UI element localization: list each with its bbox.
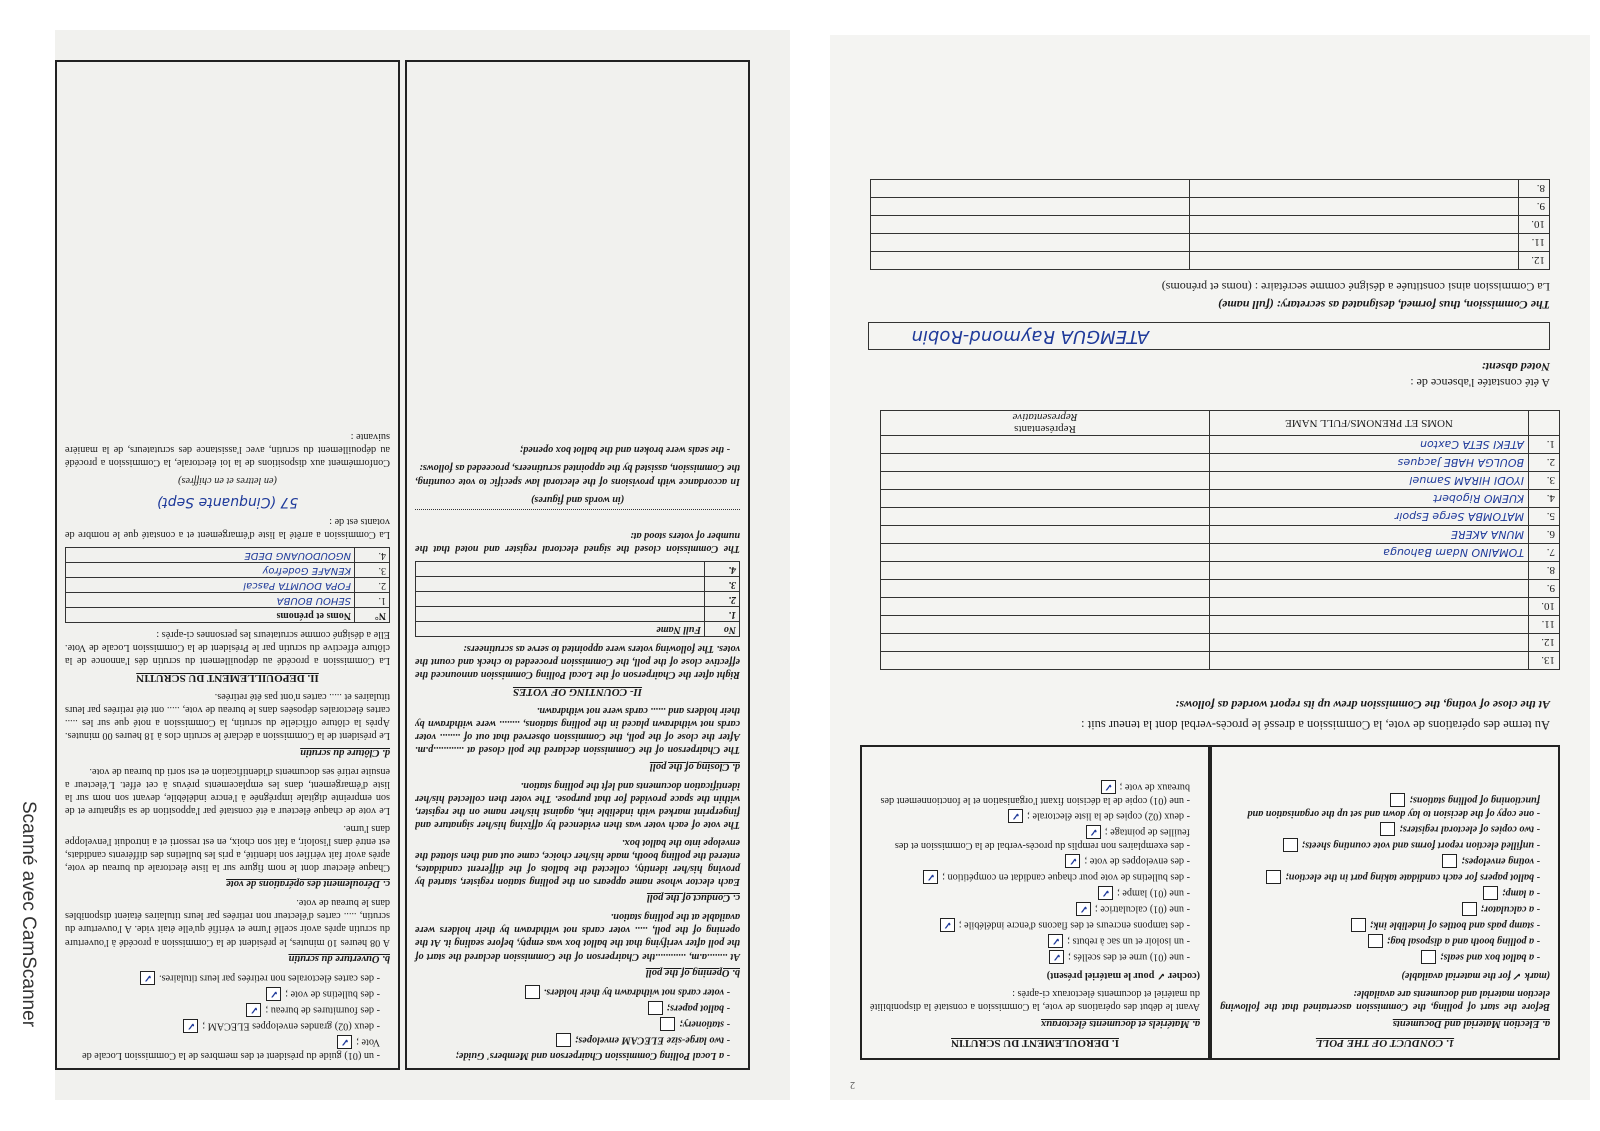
table-cell <box>1529 410 1560 435</box>
hint: (en lettres et en chiffres) <box>178 474 277 486</box>
table-row <box>416 591 740 606</box>
list-item: - a lamp; <box>1220 886 1540 900</box>
hint: (cocher ✓ pour le matériel présent) <box>1046 970 1200 982</box>
table-cell: 8. <box>1529 562 1560 580</box>
scrutineers-table-fr <box>65 547 390 623</box>
table-cell: ATEKI SETA Caxton <box>1210 436 1529 454</box>
material-list-fr <box>65 971 390 1062</box>
list-item: - voting envelopes; <box>1220 854 1540 868</box>
section-title: a. Election Material and Documents <box>1392 1017 1550 1029</box>
table-header-row <box>66 607 390 622</box>
table-cell: NGOUDOUANG DEDE <box>66 547 355 562</box>
section-title: b. Ouverture du scrutin <box>288 952 390 964</box>
table-row <box>416 561 740 576</box>
table-cell: 2. <box>705 591 740 606</box>
absent-label-fr: A été constatée l'absence de : <box>1410 376 1550 390</box>
table-cell <box>881 562 1210 580</box>
table-cell <box>871 234 1190 252</box>
list-item: - stamp pads and bottles of indelible ink; <box>1220 918 1540 932</box>
table-cell <box>881 508 1210 526</box>
table-cell <box>1210 562 1529 580</box>
table-row <box>881 580 1560 598</box>
table-row <box>881 616 1560 634</box>
list-item: - deux (02) grandes enveloppes ELECAM ;✓ <box>65 1019 380 1033</box>
table-row <box>881 598 1560 616</box>
table-cell: 8. <box>1519 180 1550 198</box>
table-cell: 2. <box>355 577 390 592</box>
list-item: - two copies of electoral registers; <box>1220 822 1540 836</box>
list-item: - two large-size ELECAM envelopes; <box>415 1033 730 1047</box>
table-header-row <box>881 410 1560 435</box>
left-page-content <box>55 30 790 1100</box>
list-item: - ballot papers for each candidate taking part in the election; <box>1220 870 1540 884</box>
table-cell <box>871 180 1190 198</box>
table-cell: 9. <box>1529 580 1560 598</box>
absent-label-en: Noted absent: <box>1481 360 1550 374</box>
table-cell <box>1210 598 1529 616</box>
table-cell <box>871 252 1190 270</box>
table-row <box>66 562 390 577</box>
table-cell: FOPA DOUMTA Pascal <box>66 577 355 592</box>
list-item: - une (01) lampe ;✓ <box>870 886 1190 900</box>
paragraph: At ........a.m, ............the Chairperson of the Commission declared the start of the poll after verifying that the ballot box was empty, before sealing it. At the opening of the poll, ..... voter cards not withdrawn by their holders were available at the polling station. <box>415 911 740 962</box>
table-cell <box>416 576 705 591</box>
material-list-fr <box>870 780 1200 964</box>
list-item: - des tampons encreurs et des flacons d'encre indélébile ;✓ <box>870 918 1190 932</box>
table-cell: 3. <box>705 576 740 591</box>
hint: (in words and figures) <box>530 493 625 505</box>
table-cell <box>881 472 1210 490</box>
material-list-en <box>1220 793 1550 964</box>
paragraph: Before the start of polling, the Commission ascertained that the following election material and documents are available: <box>1220 988 1550 1013</box>
right-french-column <box>860 745 1210 1060</box>
right-english-column <box>1210 745 1560 1060</box>
table-cell: 11. <box>1529 616 1560 634</box>
secretary-name: ATEMGUA Raymond-Robin <box>911 326 1149 347</box>
table-row <box>871 198 1550 216</box>
section-title: d. Clôture du scrutin <box>300 746 390 758</box>
left-french-column <box>55 60 400 1070</box>
list-item: - a polling booth and a disposal bag; <box>1220 934 1540 948</box>
paragraph: Chaque électeur dont le nom figure sur la liste électorale du bureau de vote, après avoir fait vérifier son identité, a pris les bulletins des différents candidats, est entré dans l'isoloir, a fait son choix, en est ressorti et a introduit l'enveloppe dans l'urne. <box>65 822 390 873</box>
paragraph: Le président de la Commission a déclaré le scrutin clos à 18 heures 00 minutes. Après la clôture officielle du scrutin, la Commission a noté que sur les ..... cartes électorales déposées dans le bureau de vote, ..... ont été retirées par leurs titulaires et ..... cartes n'ont pas été retirées. <box>65 690 390 742</box>
section-title: a. Matériels et documents électoraux <box>1041 1017 1200 1029</box>
right-page-content <box>830 35 1590 1100</box>
table-row <box>881 562 1560 580</box>
table-row <box>871 252 1550 270</box>
table-row <box>66 592 390 607</box>
paragraph: Each elector whose name appears on the polling station register, started by proving his/her identity, collected the ballots of the different candidates, entered the polling booth, made his/her choice, came out and then slotted the envelope into the ballot box. <box>415 836 740 887</box>
table-cell <box>881 454 1210 472</box>
table-header: N° <box>355 607 390 622</box>
members-table <box>870 179 1550 270</box>
list-item: - a ballot box and seals; <box>1220 950 1540 964</box>
voters-count: 57 (Cinquante Sept) <box>156 493 299 510</box>
page-number: 2 <box>850 1079 855 1090</box>
table-header: No <box>705 621 740 636</box>
table-header: Full Name <box>416 621 705 636</box>
final-list-en <box>415 443 740 456</box>
table-cell: 4. <box>705 561 740 576</box>
table-row <box>881 544 1560 562</box>
table-cell: 4. <box>1529 490 1560 508</box>
header-fr: Représentants <box>1014 423 1076 435</box>
table-cell <box>881 598 1210 616</box>
table-cell: 5. <box>1529 508 1560 526</box>
list-item: - ballot papers; <box>415 1001 730 1015</box>
table-cell <box>1210 652 1529 670</box>
list-item: - des bulletins de vote ;✓ <box>65 987 380 1001</box>
table-cell <box>1190 216 1519 234</box>
table-header <box>881 410 1210 435</box>
list-item: - une (01) calculatrice ;✓ <box>870 902 1190 916</box>
list-item: - unfilled election report forms and vote counting sheets; <box>1220 838 1540 852</box>
table-cell: 2. <box>1529 454 1560 472</box>
list-item: - voter cards not withdrawn by their holders. <box>415 985 730 999</box>
table-cell <box>881 652 1210 670</box>
paragraph: In accordance with provisions of the electoral law specific to vote counting, the Commission, assisted by the appointed scrutineers, proceeded as follows: <box>415 462 740 487</box>
list-item: - deux (02) copies de la liste électorale ;✓ <box>870 809 1190 823</box>
section-heading: II. DEPOUILLEMENT DU SCRUTIN <box>136 671 319 684</box>
table-row <box>66 577 390 592</box>
table-row <box>881 508 1560 526</box>
table-cell <box>1210 580 1529 598</box>
list-item: - a Local Polling Commission Chairperson and Members' Guide; <box>415 1049 730 1062</box>
section-title: c. Conduct of the poll <box>646 892 740 904</box>
left-english-column <box>405 60 750 1070</box>
table-cell <box>1190 252 1519 270</box>
table-cell <box>871 216 1190 234</box>
table-cell <box>881 580 1210 598</box>
secretary-en: The Commission, thus formed, designated as secretary: (full name) <box>1217 298 1550 312</box>
section-title: d. Closing of the poll <box>649 760 740 772</box>
table-row <box>871 234 1550 252</box>
header-en: Representative <box>1012 410 1078 423</box>
paragraph: The Chairperson of the Commission declared the poll closed at ............p.m. After the close of the poll, the Commission observed that out of ........ voter cards not withdrawn placed in the polling stations, ........ were withdrawn by their holders and ...... cards were not withdrawn. <box>415 704 740 756</box>
table-cell: 10. <box>1529 598 1560 616</box>
table-row <box>881 634 1560 652</box>
table-cell <box>416 561 705 576</box>
table-row <box>881 436 1560 454</box>
list-item: - the seals were broken and the ballot box opened; <box>415 443 730 456</box>
list-item: - a calculator; <box>1220 902 1540 916</box>
table-cell: SEHOU BOUBA <box>66 592 355 607</box>
table-cell <box>881 490 1210 508</box>
list-item: - un (01) guide du président et des membres de la Commission Locale de Vote ;✓ <box>65 1035 380 1062</box>
table-cell: MUNA AKERE <box>1210 526 1529 544</box>
table-row <box>881 454 1560 472</box>
table-cell <box>1190 198 1519 216</box>
table-cell: 1. <box>355 592 390 607</box>
table-row <box>871 216 1550 234</box>
table-cell: 12. <box>1529 634 1560 652</box>
representatives-table <box>880 410 1560 670</box>
list-item: - un isoloir et un sac à rebuts ;✓ <box>870 934 1190 948</box>
table-cell: IYODI HIRAM Samuel <box>1210 472 1529 490</box>
table-cell: BOULGA HABE Jacques <box>1210 454 1529 472</box>
section-title: c. Déroulement des opérations de vote <box>226 878 390 890</box>
table-cell: 11. <box>1519 234 1550 252</box>
table-row <box>416 606 740 621</box>
paragraph: Avant le début des opérations de vote, la Commission a constaté la disponibilité du matériel et documents électoraux ci-après : <box>870 988 1200 1013</box>
paragraph: La Commission a arrêté la liste d'émargement et a constaté que le nombre de votants est de : <box>65 515 390 540</box>
list-item: - one copy of the decision to lay down and set up the organisation and functioning of polling stations; <box>1220 793 1540 820</box>
table-cell <box>881 634 1210 652</box>
intro-en: At the close of voting, the Commission drew up its report worded as follows: <box>1175 698 1550 712</box>
paragraph: A 08 heures 10 minutes, le président de la Commission a procédé à l'ouverture du scrutin après avoir scellé l'urne et vérifié qu'elle était vide. A l'ouverture du scrutin, ..... cartes d'électeur non retirées par leurs titulaires étaient disponibles dans le bureau de vote. <box>65 897 390 948</box>
table-header: Noms et prénoms <box>66 607 355 622</box>
blank-line <box>415 509 740 524</box>
list-item: - une (01) copie de la décision fixant l'organisation et le fonctionnement des bureaux de vote ;✓ <box>870 780 1190 807</box>
table-cell: 3. <box>355 562 390 577</box>
table-cell: KENAFE Godefroy <box>66 562 355 577</box>
paragraph: La Commission a procédé au dépouillement du scrutin dès l'annonce de la clôture effective du scrutin par le Président de la Commission Locale de Vote. Elle a désigné comme scrutateurs les personnes ci-après : <box>65 628 390 666</box>
watermark-text: Scanné avec CamScanner <box>18 801 39 1028</box>
table-cell: 13. <box>1529 652 1560 670</box>
table-cell: 6. <box>1529 526 1560 544</box>
camscanner-watermark <box>8 800 48 1080</box>
table-cell <box>1210 616 1529 634</box>
paragraph: Right after the Chairperson of the Local Polling Commission announced the effective close of the poll, the Commission proceeded to check and count the votes. The following voters were appointed to serve as scrutineers: <box>415 642 740 680</box>
table-cell <box>1210 634 1529 652</box>
table-cell <box>416 606 705 621</box>
paragraph: Le vote de chaque électeur a été constaté par l'apposition de sa signature et de son empreinte digitale imprégnée à l'encre indélébile, devant son nom sur la liste d'émargement, dans les emplacements prévus à cet effet. L'électeur a ensuite retiré ses documents d'identification et est sorti du bureau de vote. <box>65 765 390 816</box>
paragraph: The Commission closed the signed electoral register and noted that the number of voters stood at: <box>415 529 740 554</box>
list-item: - une (01) urne et des scellés ;✓ <box>870 950 1190 964</box>
table-cell: 10. <box>1519 216 1550 234</box>
table-cell <box>1190 180 1519 198</box>
table-cell: 7. <box>1529 544 1560 562</box>
list-item: - des exemplaires non remplis du procès-verbal de la Commission et des feuilles de pointage ;✓ <box>870 825 1190 852</box>
table-header: NOMS ET PRENOMS/FULL NAME <box>1210 410 1529 435</box>
section-heading: 1. CONDUCT OF THE POLL <box>1315 1037 1455 1049</box>
table-cell: MATOMBA Serge Espoir <box>1210 508 1529 526</box>
list-item: - des fournitures de bureau ;✓ <box>65 1003 380 1017</box>
table-cell: 1. <box>1529 436 1560 454</box>
list-item: - des bulletins de vote pour chaque candidat en compétition ;✓ <box>870 870 1190 884</box>
secretary-box <box>868 322 1550 350</box>
table-cell <box>881 544 1210 562</box>
table-cell <box>1190 234 1519 252</box>
table-cell: 1. <box>705 606 740 621</box>
intro-fr: Au terme des opérations de vote, la Commission a dressé le procès-verbal dont la teneur suit : <box>1081 718 1550 732</box>
table-row <box>416 576 740 591</box>
paragraph: Conformément aux dispositions de la loi électorale, la Commission a procédé au dépouillement du scrutin, avec l'assistance des scrutateurs, de la manière suivante : <box>65 430 390 468</box>
hint: (mark ✓ for the material available) <box>1401 970 1550 982</box>
scrutineers-table-en <box>415 561 740 637</box>
table-row <box>881 472 1560 490</box>
table-cell <box>871 198 1190 216</box>
table-row <box>881 652 1560 670</box>
list-item: - des cartes électorales non retirées par leurs titulaires.✓ <box>65 971 380 985</box>
table-cell: 12. <box>1519 252 1550 270</box>
table-cell: 9. <box>1519 198 1550 216</box>
list-item: - des enveloppes de vote ;✓ <box>870 854 1190 868</box>
table-cell <box>881 526 1210 544</box>
section-heading: II- COUNTING OF VOTES <box>512 685 643 698</box>
table-row <box>881 526 1560 544</box>
section-heading: I. DEROULEMENT DU SCRUTIN <box>951 1037 1119 1049</box>
table-cell: KUEMO Rigobert <box>1210 490 1529 508</box>
material-list-en <box>415 985 740 1062</box>
paragraph: The vote of each voter was then evidenced by affixing his/her signature and fingerprint marked with indelible ink, against his/her name on the register, within the space provided for that purpose. The voter then collected his/her identification documents and left the polling station. <box>415 779 740 830</box>
table-row <box>66 547 390 562</box>
table-cell <box>416 591 705 606</box>
table-cell: 3. <box>1529 472 1560 490</box>
table-cell: 4. <box>355 547 390 562</box>
left-page <box>55 30 790 1100</box>
right-page <box>830 35 1590 1100</box>
list-item: - stationery; <box>415 1017 730 1031</box>
table-cell <box>881 616 1210 634</box>
section-title: b. Opening of the poll <box>645 966 740 978</box>
table-row <box>871 180 1550 198</box>
table-header-row <box>416 621 740 636</box>
table-row <box>881 490 1560 508</box>
secretary-fr: La Commission ainsi constituée a désigné comme secrétaire : (noms et prénoms) <box>1161 280 1550 294</box>
table-cell: TOMAINO Ndam Bahouga <box>1210 544 1529 562</box>
table-cell <box>881 436 1210 454</box>
